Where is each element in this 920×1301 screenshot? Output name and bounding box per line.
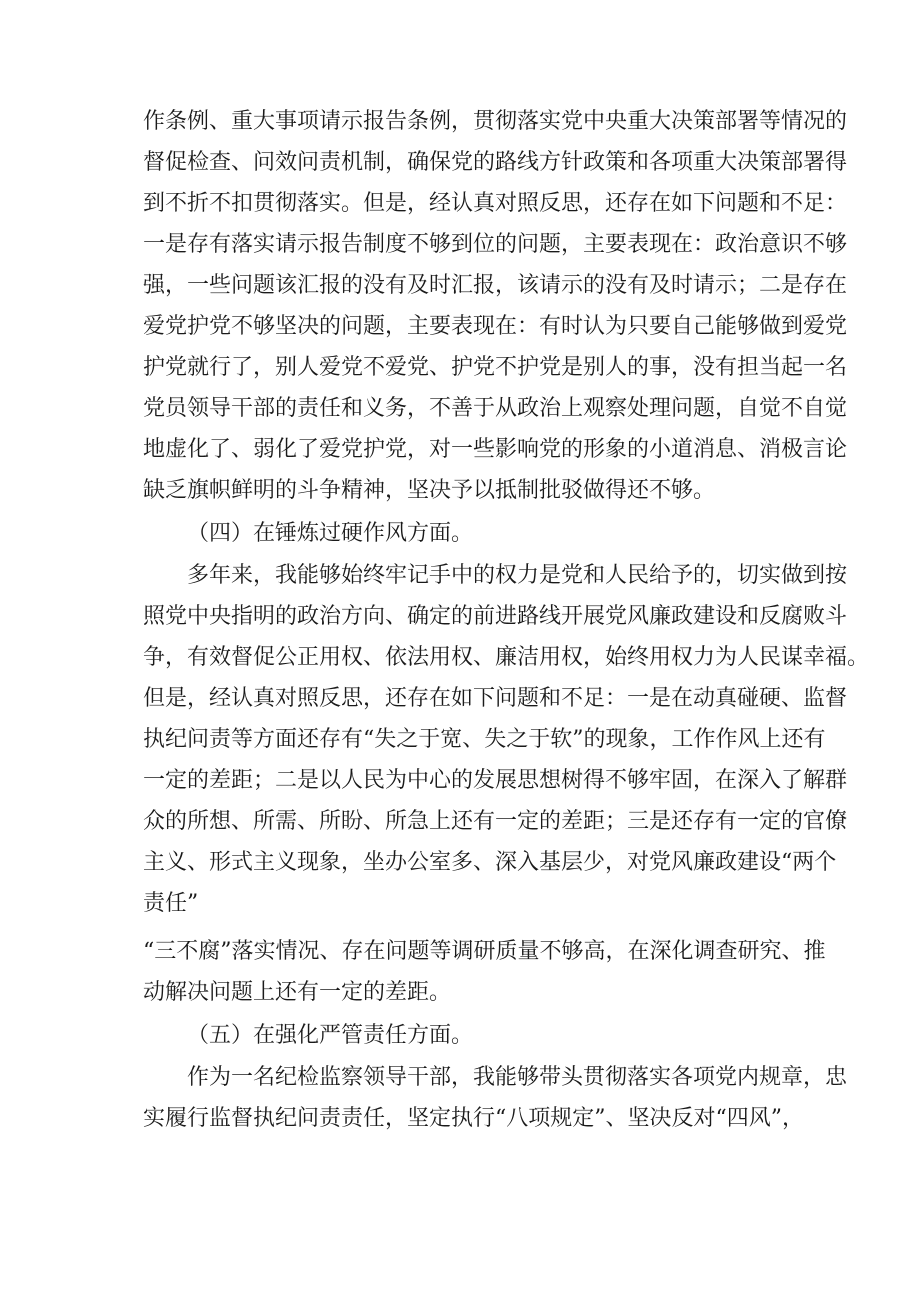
text-line: 作为一名纪检监察领导干部，我能够带头贯彻落实各项党内规章，忠: [187, 1065, 848, 1090]
text-line: 党员领导干部的责任和义务，不善于从政治上观察处理问题，自觉不自觉: [143, 396, 848, 421]
text-line: 作条例、重大事项请示报告条例，贯彻落实党中央重大决策部署等情况的: [143, 109, 848, 134]
section-heading: （四）在锤炼过硬作风方面。: [187, 521, 474, 546]
text-line: 督促检查、问效问责机制，确保党的路线方针政策和各项重大决策部署得: [143, 150, 848, 175]
text-line: 一定的差距；二是以人民为中心的发展思想树得不够牢固，在深入了解群: [143, 768, 848, 793]
text-line: 照党中央指明的政治方向、确定的前进路线开展党风廉政建设和反腐败斗: [143, 604, 848, 629]
text-line: 执纪问责等方面还存有“失之于宽、失之于软”的现象，工作作风上还有: [143, 727, 826, 752]
text-line: 强，一些问题该汇报的没有及时汇报，该请示的没有及时请示；二是存在: [143, 273, 848, 298]
section-heading: （五）在强化严管责任方面。: [187, 1023, 474, 1048]
text-line: 到不折不扣贯彻落实。但是，经认真对照反思，还存在如下问题和不足：: [143, 191, 848, 216]
text-line: 地虚化了、弱化了爱党护党，对一些影响党的形象的小道消息、消极言论: [143, 437, 848, 462]
text-line: 众的所想、所需、所盼、所急上还有一定的差距；三是还存有一定的官僚: [143, 809, 848, 834]
text-line: 主义、形式主义现象，坐办公室多、深入基层少，对党风廉政建设“两个: [143, 850, 837, 875]
text-line: 多年来，我能够始终牢记手中的权力是党和人民给予的，切实做到按: [187, 563, 848, 588]
text-line: 争，有效督促公正用权、依法用权、廉洁用权，始终用权力为人民谋幸福。: [143, 645, 870, 670]
text-line: 实履行监督执纪问责责任，坚定执行“八项规定”、坚决反对“四风”，: [143, 1106, 804, 1131]
text-line: 一是存有落实请示报告制度不够到位的问题，主要表现在：政治意识不够: [143, 232, 848, 257]
text-line: 爱党护党不够坚决的问题，主要表现在：有时认为只要自己能够做到爱党: [143, 314, 848, 339]
text-line: 动解决问题上还有一定的差距。: [143, 980, 452, 1005]
text-line: 但是，经认真对照反思，还存在如下问题和不足：一是在动真碰硬、监督: [143, 686, 848, 711]
text-line: 护党就行了，别人爱党不爱党、护党不护党是别人的事，没有担当起一名: [143, 355, 848, 380]
text-line: 缺乏旗帜鲜明的斗争精神，坚决予以抵制批驳做得还不够。: [143, 478, 716, 503]
text-line: “三不腐”落实情况、存在问题等调研质量不够高，在深化调查研究、推: [143, 939, 826, 964]
text-line: 责任”: [143, 891, 199, 916]
